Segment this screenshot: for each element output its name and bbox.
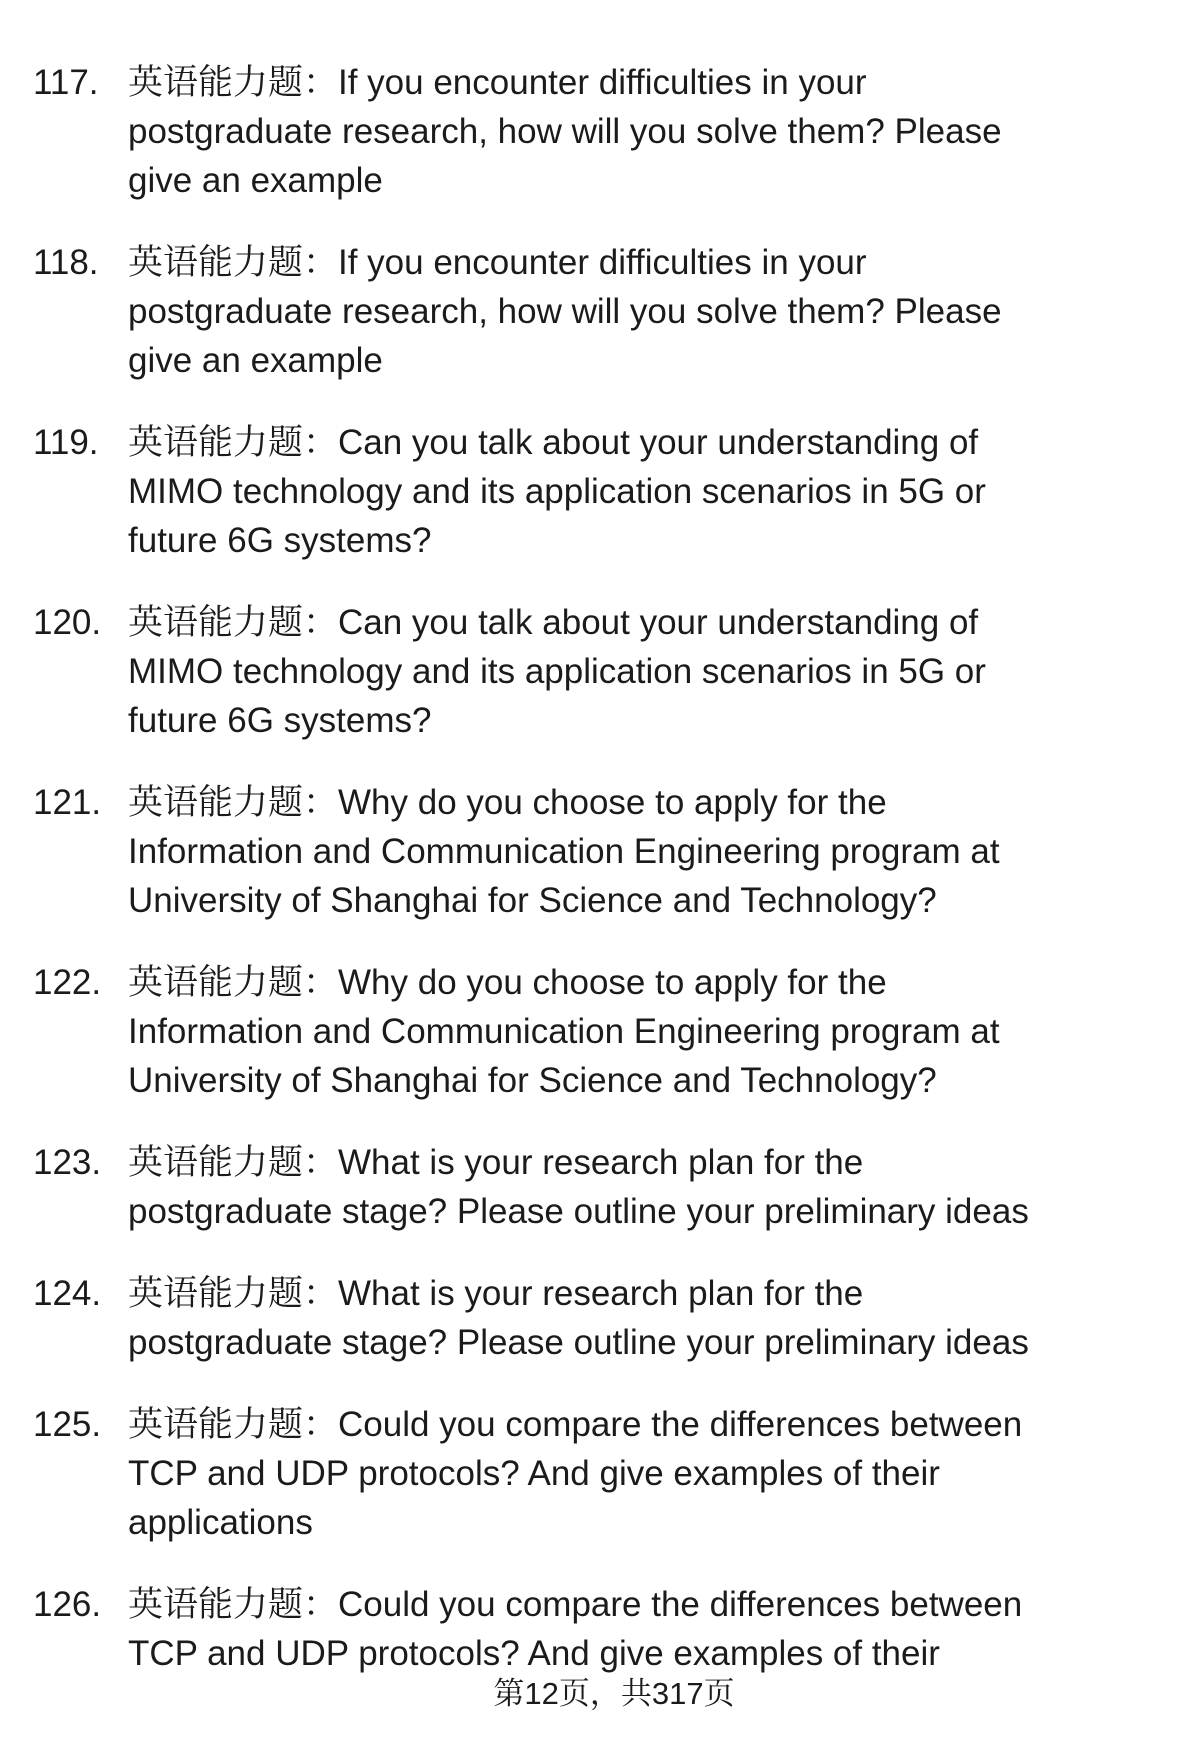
question-line: University of Shanghai for Science and Technology? — [128, 881, 937, 920]
question-item-122 — [0, 958, 1200, 1105]
page-number-footer: 第12页，共317页 — [493, 1676, 735, 1711]
question-line: 英语能力题：What is your research plan for the — [128, 1143, 864, 1182]
question-line: give an example — [128, 341, 383, 380]
question-line: postgraduate stage? Please outline your preliminary ideas — [128, 1192, 1029, 1231]
question-number: 122. — [33, 963, 102, 1002]
question-line: 英语能力题：Can you talk about your understanding of — [128, 603, 979, 642]
question-text — [128, 1269, 1168, 1367]
question-line: Information and Communication Engineering program at — [128, 832, 1000, 871]
question-text — [128, 598, 1168, 745]
question-item-123 — [0, 1138, 1200, 1236]
question-line: 英语能力题：Can you talk about your understanding of — [128, 423, 979, 462]
question-line: TCP and UDP protocols? And give examples of their — [128, 1454, 940, 1493]
question-number: 126. — [33, 1585, 102, 1624]
question-line: 英语能力题：Could you compare the differences between — [128, 1405, 1023, 1444]
question-number: 117. — [33, 63, 99, 102]
question-line: future 6G systems? — [128, 521, 432, 560]
question-number: 123. — [33, 1143, 102, 1182]
question-number: 121. — [33, 783, 102, 822]
question-text — [128, 58, 1168, 205]
question-item-125 — [0, 1400, 1200, 1547]
question-item-126 — [0, 1580, 1200, 1678]
question-line: MIMO technology and its application scenarios in 5G or — [128, 652, 986, 691]
question-line: postgraduate research, how will you solve them? Please — [128, 112, 1002, 151]
question-line: 英语能力题：What is your research plan for the — [128, 1274, 864, 1313]
question-line: Information and Communication Engineering program at — [128, 1012, 1000, 1051]
question-line: 英语能力题：If you encounter difficulties in your — [128, 243, 867, 282]
question-line: future 6G systems? — [128, 701, 432, 740]
question-list — [0, 58, 1200, 1711]
question-line: 英语能力题：Could you compare the differences between — [128, 1585, 1023, 1624]
question-item-124 — [0, 1269, 1200, 1367]
question-item-118 — [0, 238, 1200, 385]
question-text — [128, 1580, 1168, 1678]
question-number: 118. — [33, 243, 99, 282]
question-item-121 — [0, 778, 1200, 925]
question-line: give an example — [128, 161, 383, 200]
question-number: 124. — [33, 1274, 102, 1313]
question-text — [128, 958, 1168, 1105]
question-line: postgraduate research, how will you solve them? Please — [128, 292, 1002, 331]
question-item-119 — [0, 418, 1200, 565]
question-line: applications — [128, 1503, 313, 1542]
question-text — [128, 238, 1168, 385]
question-line: University of Shanghai for Science and Technology? — [128, 1061, 937, 1100]
question-line: TCP and UDP protocols? And give examples of their — [128, 1634, 940, 1673]
question-line: postgraduate stage? Please outline your preliminary ideas — [128, 1323, 1029, 1362]
question-line: 英语能力题：If you encounter difficulties in your — [128, 63, 867, 102]
question-line: 英语能力题：Why do you choose to apply for the — [128, 783, 887, 822]
question-text — [128, 1400, 1168, 1547]
question-text — [128, 418, 1168, 565]
question-item-120 — [0, 598, 1200, 745]
question-text — [128, 1138, 1168, 1236]
question-number: 125. — [33, 1405, 102, 1444]
question-line: 英语能力题：Why do you choose to apply for the — [128, 963, 887, 1002]
question-text — [128, 778, 1168, 925]
question-number: 120. — [33, 603, 102, 642]
question-item-117 — [0, 58, 1200, 205]
question-line: MIMO technology and its application scenarios in 5G or — [128, 472, 986, 511]
question-number: 119. — [33, 423, 99, 462]
